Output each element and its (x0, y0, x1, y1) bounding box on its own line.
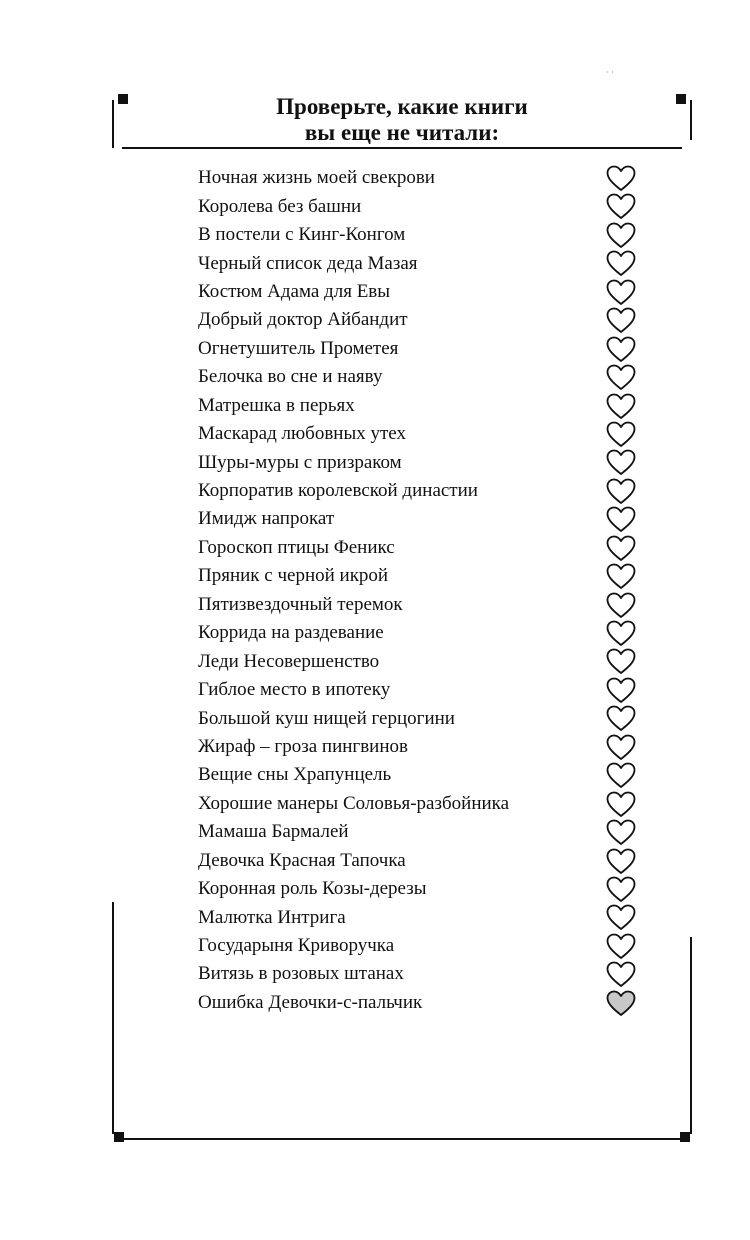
heart-outline-icon[interactable] (606, 478, 636, 505)
book-list-item (198, 278, 648, 306)
book-list-item (198, 335, 648, 363)
book-list-item (198, 704, 648, 732)
book-title: Пятизвездочный теремок (198, 593, 403, 615)
heart-outline-icon[interactable] (606, 876, 636, 903)
heart-outline-icon[interactable] (606, 307, 636, 334)
book-list-item (198, 249, 648, 277)
book-title: Пряник с черной икрой (198, 565, 389, 587)
heart-outline-icon[interactable] (606, 904, 636, 931)
frame-corner-bottom-right (680, 1132, 690, 1142)
book-list-item (198, 534, 648, 562)
book-title: Шуры-муры с призраком (198, 451, 402, 473)
book-list-item (198, 505, 648, 533)
book-title: Королева без башни (198, 195, 362, 217)
page-title-line-2: вы еще не читали: (304, 120, 500, 145)
heart-outline-icon[interactable] (606, 336, 636, 363)
heart-outline-icon[interactable] (606, 506, 636, 533)
heart-outline-icon[interactable] (606, 279, 636, 306)
book-list-item (198, 448, 648, 476)
book-title: Гороскоп птицы Феникс (198, 536, 395, 558)
book-title: Коррида на раздевание (198, 622, 384, 644)
heart-outline-icon[interactable] (606, 961, 636, 988)
heart-outline-icon[interactable] (606, 535, 636, 562)
book-list-item (198, 192, 648, 220)
title-divider (122, 147, 682, 149)
book-list-item (198, 932, 648, 960)
heart-outline-icon[interactable] (606, 165, 636, 192)
book-list (198, 164, 648, 1017)
book-list-item (198, 392, 648, 420)
frame-corner-bottom-left (114, 1132, 124, 1142)
heart-outline-icon[interactable] (606, 819, 636, 846)
heart-outline-icon[interactable] (606, 449, 636, 476)
book-list-item (198, 164, 648, 192)
book-title: Леди Несовершенство (198, 650, 380, 672)
book-title: Малютка Интрига (198, 906, 346, 928)
page-title-line-1: Проверьте, какие книги (276, 94, 528, 119)
book-title: Черный список деда Мазая (198, 252, 418, 274)
heart-outline-icon[interactable] (606, 933, 636, 960)
book-title: Ночная жизнь моей свекрови (198, 167, 435, 189)
heart-outline-icon[interactable] (606, 250, 636, 277)
heart-outline-icon[interactable] (606, 421, 636, 448)
heart-outline-icon[interactable] (606, 222, 636, 249)
heart-outline-icon[interactable] (606, 848, 636, 875)
page-title (112, 94, 692, 146)
heart-filled-icon[interactable] (606, 990, 636, 1017)
book-list-item (198, 903, 648, 931)
book-title: Девочка Красная Тапочка (198, 849, 406, 871)
book-title: Костюм Адама для Евы (198, 280, 391, 302)
heart-outline-icon[interactable] (606, 677, 636, 704)
book-title: Вещие сны Храпунцель (198, 764, 392, 786)
book-title: Жираф – гроза пингвинов (198, 735, 408, 757)
book-list-item (198, 676, 648, 704)
heart-outline-icon[interactable] (606, 364, 636, 391)
heart-outline-icon[interactable] (606, 762, 636, 789)
book-title: Матрешка в перьях (198, 394, 355, 416)
frame-line (690, 937, 692, 1134)
book-list-item (198, 647, 648, 675)
heart-outline-icon[interactable] (606, 734, 636, 761)
book-title: Добрый доктор Айбандит (198, 309, 408, 331)
book-list-item (198, 818, 648, 846)
book-list-item (198, 761, 648, 789)
heart-outline-icon[interactable] (606, 705, 636, 732)
book-title: Государыня Криворучка (198, 935, 395, 957)
book-title: Маскарад любовных утех (198, 423, 406, 445)
book-list-item (198, 363, 648, 391)
book-title: Белочка во сне и наяву (198, 366, 383, 388)
book-title: Огнетушитель Прометея (198, 337, 399, 359)
heart-outline-icon[interactable] (606, 791, 636, 818)
book-list-item (198, 733, 648, 761)
book-list-item (198, 989, 648, 1017)
book-list-item (198, 420, 648, 448)
book-title: Хорошие манеры Соловья-разбойника (198, 792, 510, 814)
heart-outline-icon[interactable] (606, 563, 636, 590)
book-list-item (198, 960, 648, 988)
book-title: Ошибка Девочки-с-пальчик (198, 991, 423, 1013)
book-title: Мамаша Бармалей (198, 821, 349, 843)
book-title: Коронная роль Козы-дерезы (198, 878, 427, 900)
book-list-item (198, 562, 648, 590)
book-list-item (198, 619, 648, 647)
book-title: Витязь в розовых штанах (198, 963, 404, 985)
frame-line (112, 902, 114, 1134)
book-list-item (198, 591, 648, 619)
heart-outline-icon[interactable] (606, 193, 636, 220)
book-title: Корпоратив королевской династии (198, 480, 478, 502)
book-list-item (198, 790, 648, 818)
heart-outline-icon[interactable] (606, 648, 636, 675)
book-title: Имидж напрокат (198, 508, 335, 530)
book-title: Гиблое место в ипотеку (198, 679, 391, 701)
book-title: Большой куш нищей герцогини (198, 707, 455, 729)
heart-outline-icon[interactable] (606, 393, 636, 420)
book-list-item (198, 875, 648, 903)
book-list-item (198, 221, 648, 249)
frame-bottom-line (124, 1138, 680, 1140)
book-title: В постели с Кинг-Конгом (198, 224, 406, 246)
book-list-item (198, 847, 648, 875)
heart-outline-icon[interactable] (606, 592, 636, 619)
heart-outline-icon[interactable] (606, 620, 636, 647)
book-list-item (198, 306, 648, 334)
scan-artifact: · · (606, 68, 614, 77)
book-list-item (198, 477, 648, 505)
